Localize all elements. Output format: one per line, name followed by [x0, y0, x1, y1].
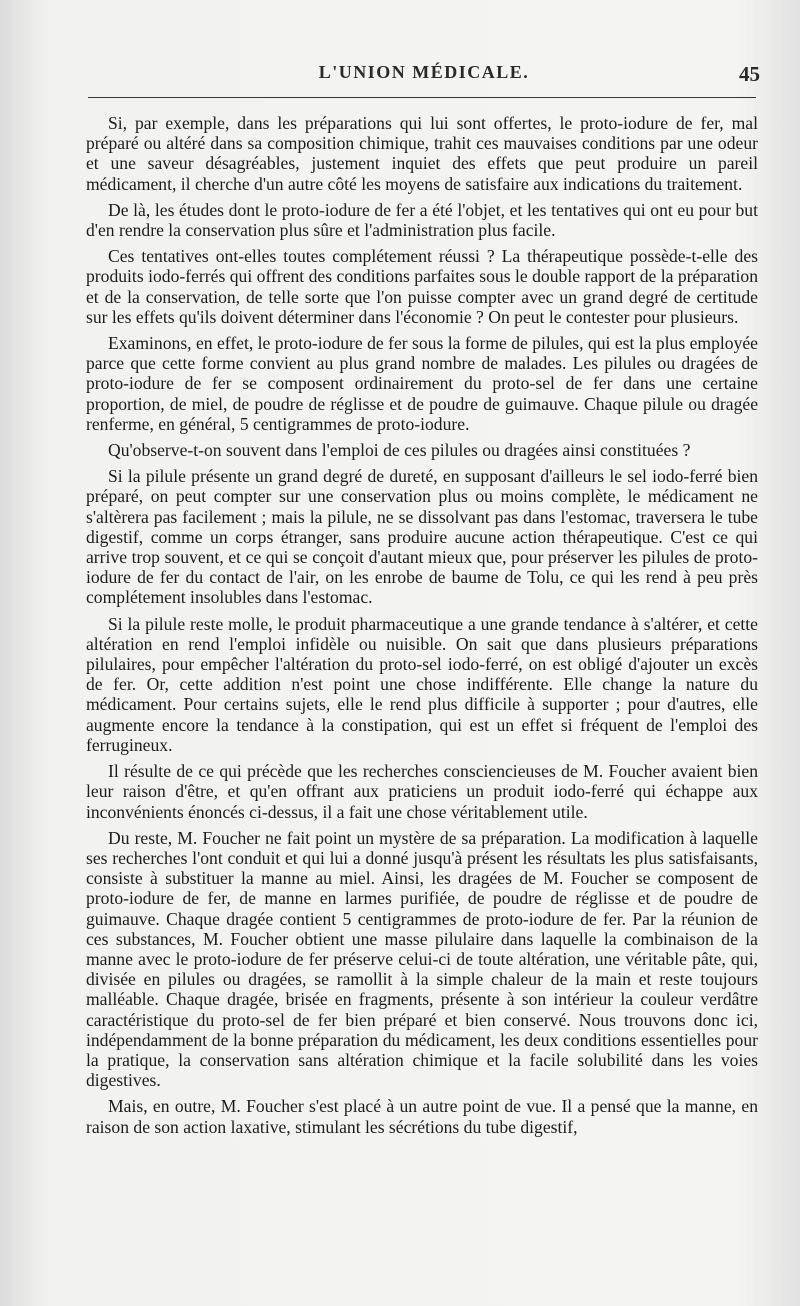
- paragraph: Examinons, en effet, le proto-iodure de fer sous la forme de pilules, qui est la plus employée parce que cette forme convient au plus grand nombre de malades. Les pilules ou dragées de proto-iodure de fer se composent ordinairement du proto-sel de fer dans une certaine proportion, de miel, de poudre de réglisse et de poudre de guimauve. Chaque pilule ou dragée renferme, en général, 5 centigrammes de proto-iodure.: [86, 333, 758, 434]
- paragraph: Si, par exemple, dans les préparations qui lui sont offertes, le proto-iodure de fer, mal préparé ou altéré dans sa composition chimique, trahit ces mauvaises conditions par une odeur et une saveur désagréables, justement inquiet des effets que peut produire un pareil médicament, il cherche d'un autre côté les moyens de satisfaire aux indications du traitement.: [86, 113, 758, 194]
- paragraph: Qu'observe-t-on souvent dans l'emploi de ces pilules ou dragées ainsi constituées ?: [108, 440, 691, 461]
- paragraph: Si la pilule présente un grand degré de dureté, en supposant d'ailleurs le sel iodo-ferré bien préparé, on peut compter sur une conservation plus ou moins complète, le médicament ne s'altèrera pas facilement ; mais la pilule, ne se dissolvant pas dans l'estomac, traversera le tube digestif, comme un corps étranger, sans produire aucune action thérapeutique. C'est ce qui arrive trop souvent, et ce qui se conçoit d'autant mieux que, pour préserver les pilules de proto-iodure de fer du contact de l'air, on les enrobe de baume de Tolu, ce qui les rend à peu près complétement insolubles dans l'estomac.: [86, 466, 758, 608]
- body-text: [86, 113, 758, 1143]
- paragraph: Mais, en outre, M. Foucher s'est placé à un autre point de vue. Il a pensé que la manne, en raison de son action laxative, stimulant les sécrétions du tube digestif,: [86, 1096, 758, 1137]
- paragraph: Du reste, M. Foucher ne fait point un mystère de sa préparation. La modification à laquelle ses recherches l'ont conduit et qui lui a donné jusqu'à présent les résultats les plus satisfaisants, consiste à substituer la manne au miel. Ainsi, les dragées de M. Foucher se composent de proto-iodure de fer, de manne en larmes purifiée, de poudre de réglisse et de poudre de guimauve. Chaque dragée contient 5 centigrammes de proto-iodure de fer. Par la réunion de ces substances, M. Foucher obtient une masse pilulaire dans laquelle la combinaison de la manne avec le proto-iodure de fer préserve celui-ci de toute altération, une véritable pâte, qui, divisée en pilules ou dragées, se ramollit à la simple chaleur de la main et reste toujours malléable. Chaque dragée, brisée en fragments, présente à son intérieur la couleur verdâtre caractéristique du proto-sel de fer bien préparé et bien conservé. Nous trouvons donc ici, indépendamment de la bonne préparation du médicament, les deux conditions essentielles pour la pratique, la conservation sans altération chimique et la facile solubilité dans les voies digestives.: [86, 827, 758, 1091]
- paragraph: Si la pilule reste molle, le produit pharmaceutique a une grande tendance à s'altérer, et cette altération en rend l'emploi infidèle ou nuisible. On sait que dans plusieurs préparations pilulaires, pour empêcher l'altération du proto-sel iodo-ferré, on est obligé d'ajouter un excès de fer. Or, cette addition n'est point une chose indifférente. Elle change la nature du médicament. Pour certains sujets, elle le rend plus difficile à supporter ; pour d'autres, elle augmente encore la tendance à la constipation, qui est un effet si fréquent de l'emploi des ferrugineux.: [86, 613, 758, 755]
- paragraph: Ces tentatives ont-elles toutes complétement réussi ? La thérapeutique possède-t-elle des produits iodo-ferrés qui offrent des conditions parfaites sous le double rapport de la préparation et de la conservation, de telle sorte que l'on puisse compter avec un grand degré de certitude sur les effets qu'ils doivent déterminer dans l'économie ? On peut le contester pour plusieurs.: [86, 246, 758, 327]
- paragraph: De là, les études dont le proto-iodure de fer a été l'objet, et les tentatives qui ont eu pour but d'en rendre la conservation plus sûre et l'administration plus facile.: [86, 199, 758, 241]
- running-title: L'UNION MÉDICALE.: [318, 62, 530, 82]
- page-number: 45: [739, 62, 760, 86]
- page-header: [88, 62, 760, 92]
- header-rule: [88, 97, 756, 98]
- paragraph: Il résulte de ce qui précède que les recherches consciencieuses de M. Foucher avaient bien leur raison d'être, et qu'en offrant aux praticiens un produit iodo-ferré qui échappe aux inconvénients énoncés ci-dessus, il a fait une chose véritablement utile.: [86, 761, 758, 822]
